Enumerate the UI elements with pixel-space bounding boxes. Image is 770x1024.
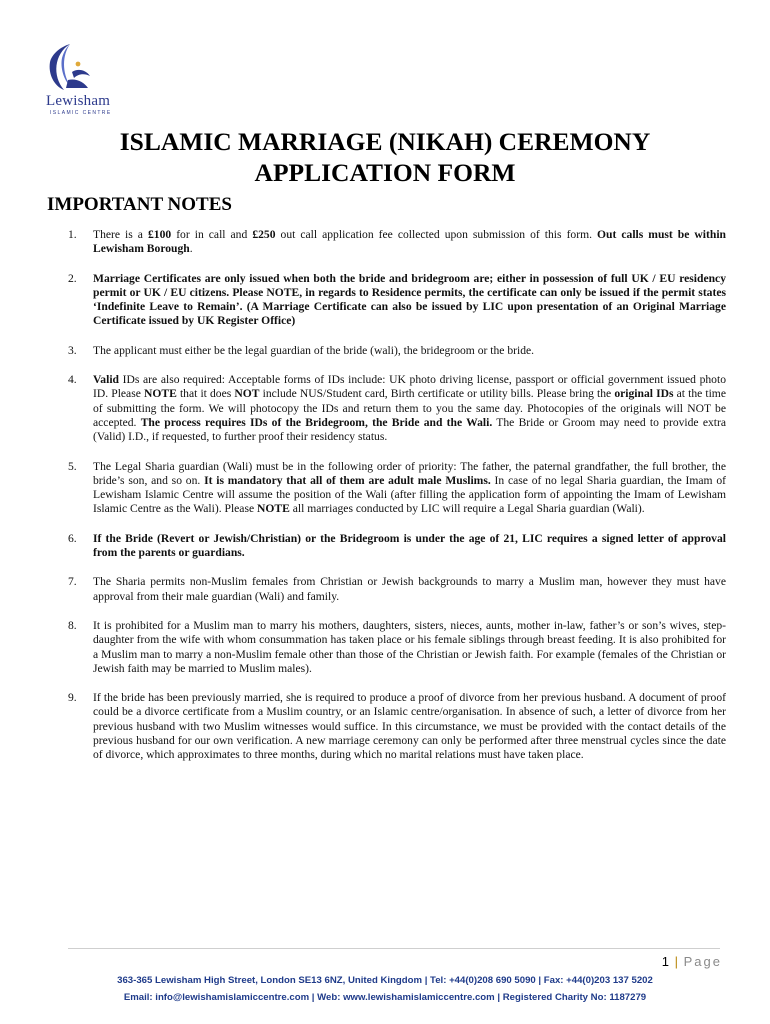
note-number: 2. (68, 271, 77, 285)
note-text: If the Bride (Revert or Jewish/Christian) or the Bridegroom is under the age of 21, LIC requires a signed letter of approval from the parents or guardians. (93, 531, 726, 560)
note-text: The applicant must either be the legal guardian of the bride (wali), the bridegroom or the bride. (93, 343, 535, 357)
note-item (60, 532, 726, 561)
page-word: Page (683, 954, 722, 969)
note-text: The Legal Sharia guardian (Wali) must be in the following order of priority: The father, the paternal grandfather, the full brother, the bride’s son, and so on. It is mandatory that all of them are adult male Muslims. In case of no legal Sharia guardian, the Imam of Lewisham Islamic Centre will assume the position of the Wali (after filling the application form of appointing the Imam of Lewisham Islamic Centre as the Wali). Please NOTE all marriages conducted by LIC will require a Legal Sharia guardian (Wali). (93, 459, 727, 516)
logo-name: Lewisham (46, 93, 111, 109)
note-number: 9. (68, 691, 77, 705)
footer-address: 363-365 Lewisham High Street, London SE13 6NZ, United Kingdom | Tel: +44(0)208 690 5090 | Fax: +44(0)203 137 5202 (117, 975, 653, 986)
note-item (60, 228, 726, 257)
note-text: It is prohibited for a Muslim man to marry his mothers, daughters, sisters, nieces, aunts, mother in-law, father’s or son’s wives, step-daughter from the wife with whom consummation has taken place or his female siblings through breast feeding. It is also prohibited for a Muslim man to marry a non-Muslim female other than those of the Christian or Jewish faith. For example (females of the Christian or Jewish faith may be married to Muslim males). (93, 618, 726, 675)
note-item (60, 460, 726, 517)
form-title-line2: APPLICATION FORM (254, 158, 516, 187)
note-item (60, 619, 726, 676)
important-notes-list (60, 228, 726, 778)
note-item (60, 575, 726, 604)
note-text: There is a £100 for in call and £250 out call application fee collected upon submission of this form. Out calls must be within Lewisham Borough. (93, 228, 726, 256)
note-number: 6. (68, 531, 77, 545)
note-number: 7. (68, 575, 77, 589)
note-text: Valid IDs are also required: Acceptable forms of IDs include: UK photo driving license, passport or official government issued photo ID. Please NOTE that it does NOT include NUS/Student card, Birth certificate or utility bills. Please bring the original IDs at the time of submitting the form. We will photocopy the IDs and return them to you the same day. Photocopies of the originals will NOT be accepted. The process requires IDs of the Bridegroom, the Bride and the Wali. The Bride or Groom may need to provide extra (Valid) I.D., if requested, to further proof their residency status. (93, 373, 726, 444)
footer-divider (68, 948, 720, 949)
page-separator: | (674, 954, 678, 969)
note-number: 8. (68, 618, 77, 632)
note-item (60, 373, 726, 444)
page-number-value: 1 (661, 954, 669, 969)
note-text: Marriage Certificates are only issued when both the bride and bridegroom are; either in possession of full UK / EU residency permit or UK / EU citizens. Please NOTE, in regards to Residence permits, the certificate can only be issued if the permit states ‘Indefinite Leave to Remain’. (A Marriage Certificate can also be issued by LIC upon presentation of an Original Marriage Certificate issued by UK Register Office) (93, 271, 726, 328)
note-text: The Sharia permits non-Muslim females from Christian or Jewish backgrounds to marry a Muslim man, however they must have approval from their male guardian (Wali) and family. (93, 575, 726, 603)
note-number: 1. (68, 228, 77, 241)
important-notes-heading: IMPORTANT NOTES (47, 194, 232, 215)
note-text: If the bride has been previously married, she is required to produce a proof of divorce from her previous husband. A document of proof could be a divorce certificate from a Muslim country, or an Islamic centre/organisation. In absence of such, a letter of divorce from her previous husband with two Muslim witnesses would suffice. In this circumstance, we must be provided with the contact details of the previous husband for our own verification. A new marriage ceremony can only be performed after three menstrual cycles since the date of divorce, which approximates to three months, during which no marital relations must have taken place. (93, 691, 726, 762)
note-item (60, 691, 726, 762)
logo-subtitle: ISLAMIC CENTRE (50, 110, 112, 116)
page-number (662, 954, 722, 969)
note-item (60, 344, 726, 358)
note-item (60, 272, 726, 329)
note-number: 5. (68, 459, 77, 473)
crescent-logo-icon (40, 42, 100, 94)
form-title-line1: ISLAMIC MARRIAGE (NIKAH) CEREMONY (119, 127, 651, 156)
note-number: 4. (68, 373, 77, 387)
footer-contact: Email: info@lewishamislamiccentre.com | Web: www.lewishamislamiccentre.com | Registered Charity No: 1187279 (123, 992, 647, 1003)
note-number: 3. (68, 343, 77, 357)
